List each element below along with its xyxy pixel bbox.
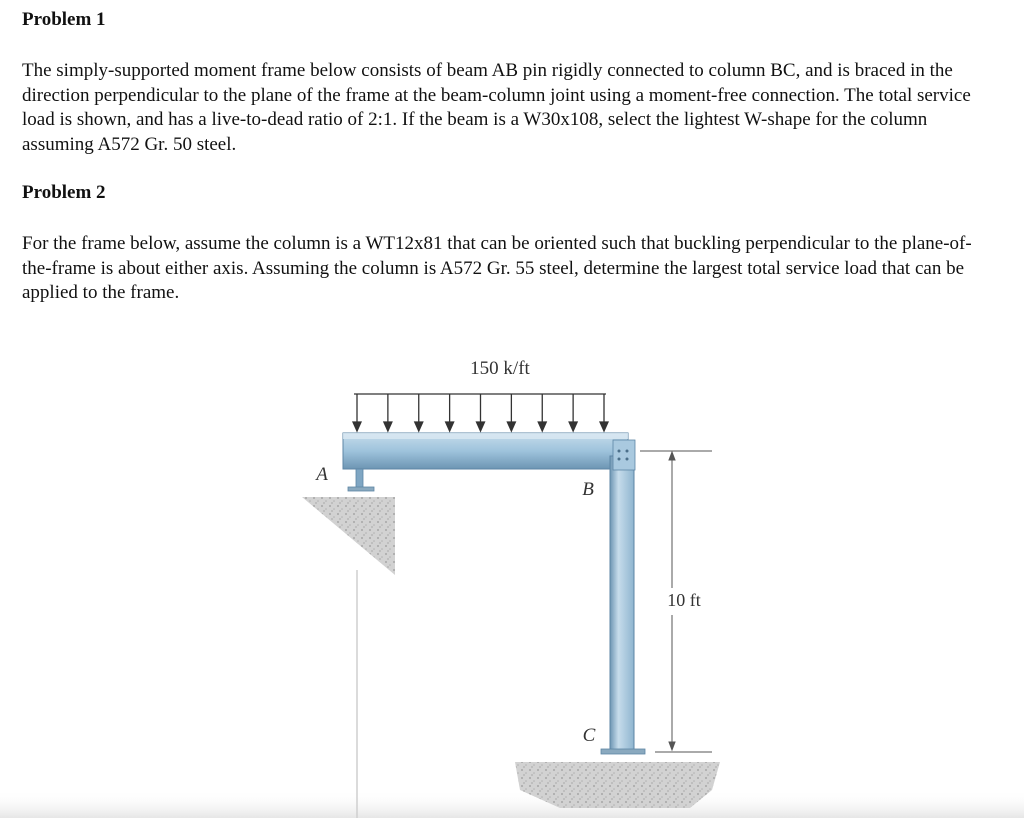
ground-a <box>302 497 395 575</box>
dimension-label: 10 ft <box>667 590 701 610</box>
joint-connection-b <box>613 440 635 470</box>
problem-2-text: For the frame below, assume the column is a WT12x81 that can be oriented such that buckling perpendicular to the plane-of-the-frame is about either axis. Assuming the column is A572 Gr. 55 steel, determine the largest total service load that can be applied to the frame. <box>22 233 972 303</box>
ground-c <box>515 762 720 808</box>
label-a: A <box>316 464 328 485</box>
problem-1-heading: Problem 1 <box>22 9 106 30</box>
base-plate-c <box>601 749 645 754</box>
load-label: 150 k/ft <box>470 358 530 379</box>
problem-2-heading: Problem 2 <box>22 182 106 203</box>
column-bc <box>610 456 634 750</box>
label-c: C <box>582 725 596 746</box>
label-b: B <box>582 479 594 500</box>
problem-1-text: The simply-supported moment frame below consists of beam AB pin rigidly connected to column BC, and is braced in the direction perpendicular to the plane of the frame at the beam-column joint using a moment-free connection. The total service load is shown, and has a live-to-dead ratio of 2:1. If the beam is a W30x108, select the lightest W-shape for the column assuming A572 Gr. 50 steel. <box>22 60 971 155</box>
